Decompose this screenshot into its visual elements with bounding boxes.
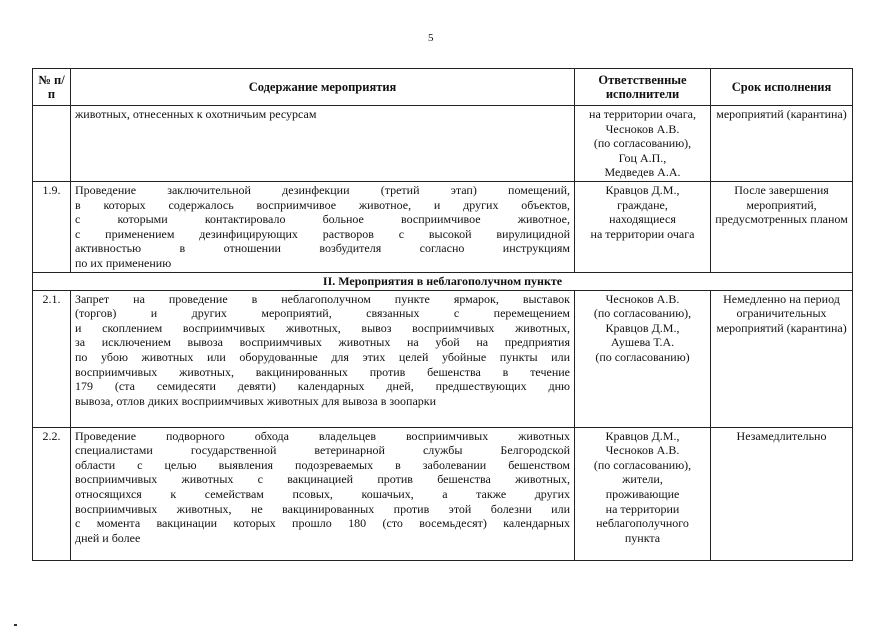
text-line: ограничительных xyxy=(736,306,827,321)
table-row-2-2 xyxy=(33,427,853,560)
scan-mark xyxy=(14,624,17,626)
table-row-2-1 xyxy=(33,290,853,427)
cell-responsible xyxy=(575,106,711,182)
text-line: относящихся к семействам псовых, кошачьих, а также других xyxy=(75,486,570,501)
cell-responsible xyxy=(575,181,711,272)
text-line: Чесноков А.В. xyxy=(605,121,680,136)
cell-num: 2.1. xyxy=(33,290,71,427)
text-line: Немедленно на период xyxy=(723,291,840,306)
header-num: № п/п xyxy=(33,69,71,106)
text-line: восприимчивых животных с вакцинацией против бешенства животных, xyxy=(75,472,570,487)
text-line: по их применению xyxy=(75,255,172,270)
text-line: за исключением вывоза восприимчивых животных на убой на предприятия xyxy=(75,335,570,350)
cell-term xyxy=(711,290,853,427)
cell-term: Незамедлительно xyxy=(711,427,853,560)
text-line: Аушева Т.А. xyxy=(610,335,675,350)
text-line: граждане, xyxy=(617,197,668,212)
text-line: (по согласованию) xyxy=(595,349,690,364)
text-line: активностью в отношении возбудителя согласно инструкциям xyxy=(75,241,570,256)
cell-content: животных, отнесенных к охотничьим ресурсам xyxy=(71,106,575,182)
text-line: дней и более xyxy=(75,530,141,545)
text-line: Кравцов Д.М., xyxy=(605,428,680,443)
text-line: предусмотренных планом xyxy=(715,212,848,227)
text-line: в которых содержалось восприимчивое животное, и других объектов, xyxy=(75,197,570,212)
page-number: 5 xyxy=(428,32,434,44)
header-content: Содержание мероприятия xyxy=(71,69,575,106)
text-line: (по согласованию), xyxy=(593,136,692,151)
cell-content xyxy=(71,427,575,560)
text-line: Гоц А.П., xyxy=(618,150,667,165)
action-plan-table xyxy=(32,68,853,561)
cell-num: 2.2. xyxy=(33,427,71,560)
text-line: и скоплением восприимчивых животных, вывоз восприимчивых животных, xyxy=(75,320,570,335)
table-row-1-9 xyxy=(33,181,853,272)
cell-term xyxy=(711,181,853,272)
text-line: Чесноков А.В. xyxy=(605,291,680,306)
section-row xyxy=(33,272,853,290)
text-line: восприимчивых животных, вакцинированных против бешенства в течение xyxy=(75,364,570,379)
text-line: на территории очага, xyxy=(589,107,696,121)
text-line: (торгов) и других мероприятий, связанных с перемещением xyxy=(75,306,570,321)
text-line: Кравцов Д.М., xyxy=(605,320,680,335)
text-line: находящиеся xyxy=(609,212,676,227)
text-line: (по согласованию), xyxy=(593,306,692,321)
text-line: с которыми контактировало больное восприимчивое животное, xyxy=(75,212,570,227)
text-line: пункта xyxy=(624,530,661,545)
text-line: специалистами государственной ветеринарной службы Белгородской xyxy=(75,443,570,458)
header-responsible: Ответственные исполнители xyxy=(575,69,711,106)
text-line: Чесноков А.В. xyxy=(605,443,680,458)
text-line: Кравцов Д.М., xyxy=(605,182,680,197)
section-title: II. Мероприятия в неблагополучном пункте xyxy=(33,272,853,290)
text-line: Проведение подворного обхода владельцев восприимчивых животных xyxy=(75,428,570,443)
text-line: вывоза, отлов диких восприимчивых животных для вывоза в зоопарки xyxy=(75,393,437,408)
text-line: с применением дезинфицирующих растворов с высокой вирулицидной xyxy=(75,226,570,241)
cell-num: 1.9. xyxy=(33,181,71,272)
text-line: (по согласованию), xyxy=(593,457,692,472)
cell-responsible xyxy=(575,290,711,427)
text-line: с момента вакцинации которых прошло 180 (сто восемьдесят) календарных xyxy=(75,516,570,531)
text-line: неблагополучного xyxy=(596,516,689,531)
text-line: Запрет на проведение в неблагополучном пункте ярмарок, выставок xyxy=(75,291,570,306)
cell-content xyxy=(71,290,575,427)
cell-responsible xyxy=(575,427,711,560)
header-term: Срок исполнения xyxy=(711,69,853,106)
text-line: Проведение заключительной дезинфекции (третий этап) помещений, xyxy=(75,182,570,197)
text-line: Медведев А.А. xyxy=(604,165,681,180)
table-header-row xyxy=(33,69,853,106)
text-line: жители, xyxy=(622,472,663,487)
text-line: мероприятий, xyxy=(746,197,817,212)
text-line: 179 (ста семидесяти девяти) календарных дней, предшествующих дню xyxy=(75,379,570,394)
text-line: После завершения xyxy=(734,182,829,197)
text-line: мероприятий (карантина) xyxy=(716,320,847,335)
text-line: по убою животных или оборудованные для этих целей убойные пункты или xyxy=(75,349,570,364)
text-line: области с целью выявления подозреваемых в заболевании бешенством xyxy=(75,457,570,472)
text-line: на территории очага xyxy=(590,226,695,241)
cell-content xyxy=(71,181,575,272)
cell-num xyxy=(33,106,71,182)
table-row-continuation xyxy=(33,106,853,182)
text-line: проживающие xyxy=(605,486,680,501)
text-line: на территории xyxy=(605,501,680,516)
text-line: восприимчивых животных, не вакцинированных против этой болезни или xyxy=(75,501,570,516)
cell-term: мероприятий (карантина) xyxy=(711,106,853,182)
